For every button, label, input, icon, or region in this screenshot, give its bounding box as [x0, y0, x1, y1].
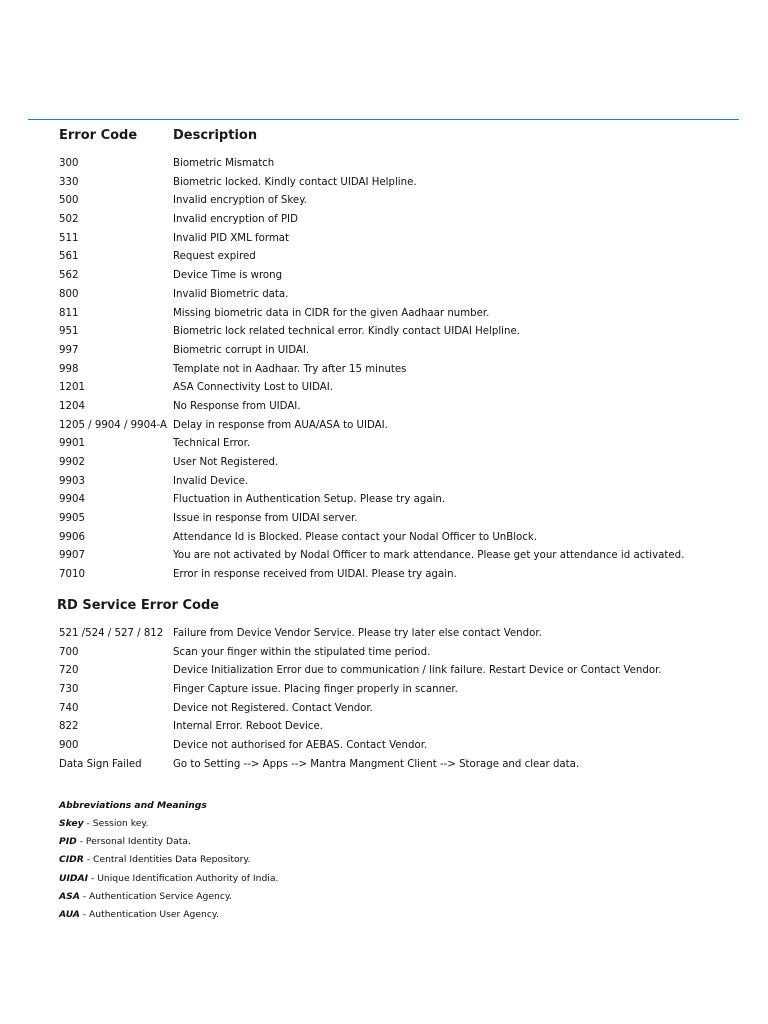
- description-cell: Biometric corrupt in UIDAI.: [173, 344, 310, 356]
- description-cell: Invalid PID XML format: [173, 232, 290, 244]
- error-code-cell: 9905: [59, 513, 85, 525]
- description-cell: Delay in response from AUA/ASA to UIDAI.: [173, 419, 388, 431]
- description-cell: Issue in response from UIDAI server.: [173, 513, 358, 525]
- error-code-cell: 9906: [59, 531, 85, 543]
- abbreviation-term: CIDR: [59, 854, 84, 866]
- abbreviation-item: [59, 906, 559, 924]
- error-code-cell: 9904: [59, 494, 85, 506]
- error-code-cell: 1201: [59, 382, 85, 394]
- table-row: [58, 718, 758, 737]
- description-cell: Device Time is wrong: [173, 270, 283, 282]
- description-cell: Device not Registered. Contact Vendor.: [173, 702, 373, 714]
- table-row: [58, 305, 758, 324]
- abbreviation-meaning: - Authentication Service Agency.: [79, 890, 232, 902]
- abbreviation-meaning: - Central Identities Data Repository.: [83, 854, 251, 866]
- abbreviation-item: [59, 833, 559, 851]
- table-row: [58, 417, 758, 436]
- table-row: [58, 267, 758, 286]
- abbreviation-meaning: - Unique Identification Authority of India.: [88, 872, 279, 884]
- abbreviations-list: [59, 815, 559, 924]
- column-header-description: Description: [173, 128, 258, 143]
- table-row: [58, 230, 758, 249]
- error-code-cell: 700: [59, 646, 79, 658]
- error-code-cell: 7010: [59, 569, 85, 581]
- rd-service-error-table: [58, 625, 758, 775]
- description-cell: Scan your finger within the stipulated time period.: [173, 646, 431, 658]
- table-row: [58, 681, 758, 700]
- error-code-cell: 720: [59, 665, 79, 677]
- table-row: [58, 248, 758, 267]
- error-code-cell: Data Sign Failed: [59, 758, 142, 770]
- table-row: [58, 192, 758, 211]
- table-row: [58, 737, 758, 756]
- table-row: [58, 361, 758, 380]
- error-code-cell: 9902: [59, 457, 85, 468]
- description-cell: Go to Setting --> Apps --> Mantra Mangment Client --> Storage and clear data.: [173, 758, 580, 770]
- error-code-table: [58, 155, 758, 585]
- description-cell: Biometric lock related technical error. Kindly contact UIDAI Helpline.: [173, 326, 520, 338]
- abbreviation-item: [59, 870, 559, 888]
- abbreviation-term: AUA: [59, 908, 80, 920]
- description-cell: Missing biometric data in CIDR for the given Aadhaar number.: [173, 307, 490, 319]
- abbreviation-meaning: - Session key.: [83, 818, 149, 829]
- description-cell: Finger Capture issue. Placing finger properly in scanner.: [173, 684, 458, 696]
- error-code-cell: 9901: [59, 438, 85, 450]
- abbreviation-item: [59, 815, 559, 833]
- abbreviation-term: PID: [59, 836, 77, 848]
- table-row: [58, 342, 758, 361]
- description-cell: Biometric locked. Kindly contact UIDAI Helpline.: [173, 176, 417, 188]
- table-row: [58, 566, 758, 585]
- description-cell: User Not Registered.: [173, 457, 279, 468]
- description-cell: Error in response received from UIDAI. Please try again.: [173, 569, 457, 581]
- description-cell: Template not in Aadhaar. Try after 15 minutes: [173, 363, 407, 375]
- description-cell: Attendance Id is Blocked. Please contact your Nodal Officer to UnBlock.: [173, 531, 538, 543]
- error-code-cell: 998: [59, 363, 79, 375]
- header-divider-line: [28, 119, 739, 120]
- description-cell: Failure from Device Vendor Service. Please try later else contact Vendor.: [173, 628, 542, 639]
- abbreviations-title: Abbreviations and Meanings: [59, 800, 207, 811]
- table-row: [58, 662, 758, 681]
- error-code-cell: 9907: [59, 550, 85, 562]
- abbreviations-section: [59, 797, 559, 924]
- table-row: [58, 454, 758, 473]
- description-cell: Device Initialization Error due to communication / link failure. Restart Device or Contact Vendor.: [173, 665, 662, 677]
- error-code-cell: 730: [59, 684, 79, 696]
- description-cell: Biometric Mismatch: [173, 158, 275, 169]
- error-code-cell: 9903: [59, 475, 85, 487]
- table-row: [58, 286, 758, 305]
- abbreviation-item: [59, 888, 559, 906]
- abbreviation-meaning: - Authentication User Agency.: [79, 908, 219, 920]
- abbreviation-term: Skey: [59, 818, 84, 829]
- description-cell: Fluctuation in Authentication Setup. Please try again.: [173, 494, 446, 506]
- description-cell: Invalid encryption of Skey.: [173, 195, 308, 207]
- error-table-header: [58, 128, 748, 148]
- abbreviation-term: UIDAI: [59, 872, 89, 884]
- table-row: [58, 323, 758, 342]
- error-code-cell: 521 /524 / 527 / 812: [59, 628, 164, 639]
- table-row: [58, 625, 758, 644]
- table-row: [58, 174, 758, 193]
- error-code-cell: 822: [59, 721, 79, 733]
- table-row: [58, 756, 758, 775]
- error-code-cell: 811: [59, 307, 79, 319]
- column-header-error-code: Error Code: [59, 128, 138, 143]
- error-code-cell: 300: [59, 158, 79, 169]
- table-row: [58, 510, 758, 529]
- description-cell: Request expired: [173, 251, 256, 263]
- error-code-cell: 800: [59, 288, 79, 300]
- error-code-cell: 561: [59, 251, 79, 263]
- description-cell: ASA Connectivity Lost to UIDAI.: [173, 382, 333, 394]
- description-cell: Internal Error. Reboot Device.: [173, 721, 324, 733]
- error-code-cell: 562: [59, 270, 79, 282]
- table-row: [58, 491, 758, 510]
- error-code-cell: 997: [59, 344, 79, 356]
- description-cell: Technical Error.: [173, 438, 251, 450]
- error-code-cell: 1205 / 9904 / 9904-A: [59, 419, 168, 431]
- abbreviation-meaning: - Personal Identity Data.: [76, 836, 191, 848]
- description-cell: Device not authorised for AEBAS. Contact Vendor.: [173, 740, 428, 752]
- table-row: [58, 155, 758, 174]
- error-code-cell: 502: [59, 214, 79, 226]
- error-code-cell: 511: [59, 232, 79, 244]
- error-code-cell: 500: [59, 195, 79, 207]
- error-code-cell: 951: [59, 326, 79, 338]
- error-code-cell: 330: [59, 176, 79, 188]
- table-row: [58, 529, 758, 548]
- table-row: [58, 398, 758, 417]
- table-row: [58, 473, 758, 492]
- abbreviation-item: [59, 851, 559, 869]
- table-row: [58, 547, 758, 566]
- description-cell: No Response from UIDAI.: [173, 400, 301, 412]
- table-row: [58, 211, 758, 230]
- table-row: [58, 435, 758, 454]
- description-cell: Invalid Biometric data.: [173, 288, 289, 300]
- error-code-cell: 1204: [59, 400, 85, 412]
- table-row: [58, 379, 758, 398]
- description-cell: Invalid Device.: [173, 475, 249, 487]
- abbreviation-term: ASA: [59, 890, 80, 902]
- rd-service-section-title: RD Service Error Code: [57, 598, 220, 613]
- description-cell: Invalid encryption of PID: [173, 214, 298, 226]
- error-code-cell: 740: [59, 702, 79, 714]
- table-row: [58, 700, 758, 719]
- table-row: [58, 644, 758, 663]
- error-code-cell: 900: [59, 740, 79, 752]
- description-cell: You are not activated by Nodal Officer to mark attendance. Please get your attendance id activated.: [173, 550, 685, 562]
